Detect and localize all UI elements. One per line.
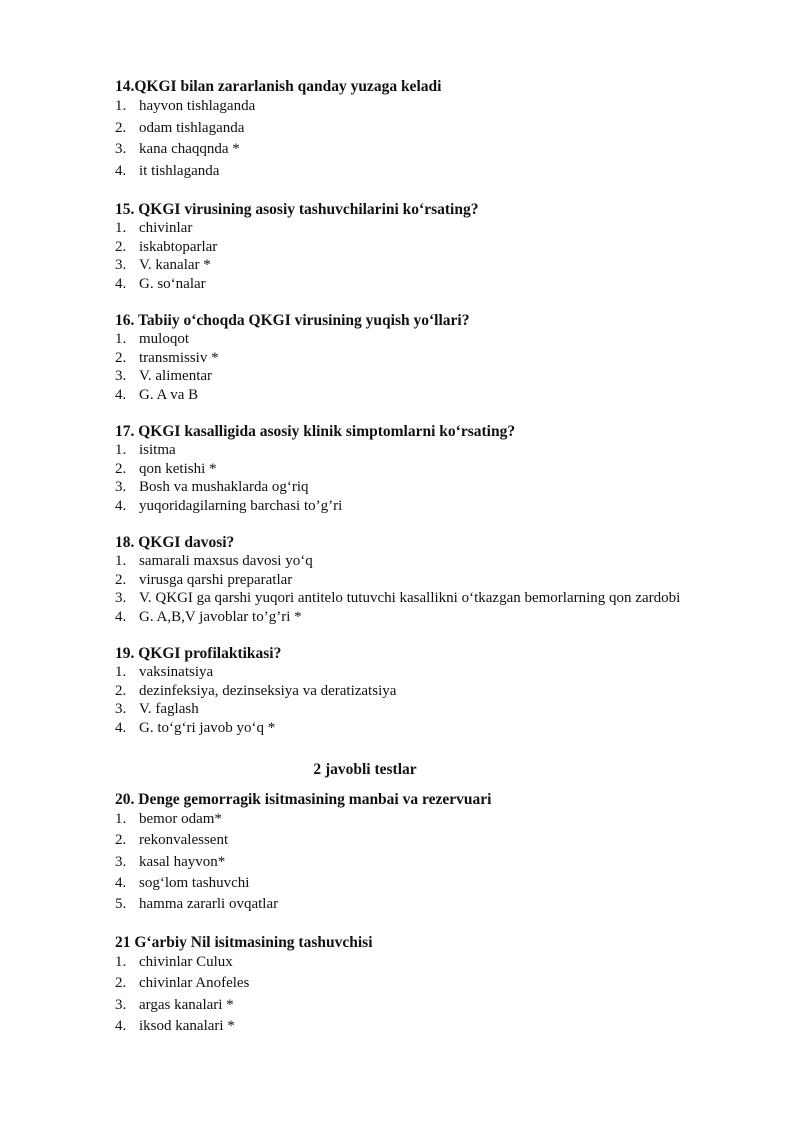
option-text: it tishlaganda bbox=[139, 162, 220, 179]
option-number: 4. bbox=[115, 386, 127, 403]
option-text: odam tishlaganda bbox=[139, 119, 245, 136]
option-number: 3. bbox=[115, 590, 127, 606]
answer-option bbox=[115, 663, 755, 682]
answer-option bbox=[115, 894, 755, 915]
option-number: 1. bbox=[115, 664, 127, 680]
option-text: iskabtoparlar bbox=[139, 238, 218, 255]
option-text: sog‘lom tashuvchi bbox=[139, 874, 250, 891]
option-text: kasal hayvon* bbox=[139, 853, 226, 870]
option-list bbox=[115, 330, 755, 404]
answer-option bbox=[115, 238, 755, 257]
option-text: vaksinatsiya bbox=[139, 664, 214, 680]
question-17 bbox=[115, 422, 755, 515]
option-text: G. to‘g‘ri javob yo‘q * bbox=[139, 719, 276, 736]
answer-option bbox=[115, 682, 755, 701]
option-number: 3. bbox=[115, 368, 127, 384]
option-text: chivinlar Culux bbox=[139, 954, 233, 970]
question-20 bbox=[115, 790, 755, 915]
option-text: argas kanalari * bbox=[139, 996, 234, 1013]
answer-option bbox=[115, 608, 755, 627]
option-number: 3. bbox=[115, 853, 127, 870]
answer-option bbox=[115, 460, 755, 479]
section-heading: 2 javobli testlar bbox=[313, 761, 417, 778]
option-number: 3. bbox=[115, 996, 127, 1013]
answer-option bbox=[115, 589, 755, 608]
option-text: virusga qarshi preparatlar bbox=[139, 571, 293, 588]
question-title: 21 G‘arbiy Nil isitmasining tashuvchisi bbox=[115, 934, 373, 951]
option-number: 3. bbox=[115, 701, 127, 717]
option-list bbox=[115, 96, 755, 182]
option-number: 4. bbox=[115, 1017, 127, 1034]
question-18 bbox=[115, 533, 755, 626]
option-list bbox=[115, 809, 755, 915]
option-text: kana chaqqnda * bbox=[139, 141, 240, 157]
option-text: isitma bbox=[139, 442, 176, 458]
option-text: qon ketishi * bbox=[139, 460, 217, 477]
answer-option bbox=[115, 809, 755, 830]
answer-option bbox=[115, 973, 755, 994]
option-text: samarali maxsus davosi yo‘q bbox=[139, 553, 313, 569]
option-number: 2. bbox=[115, 238, 127, 255]
question-14 bbox=[115, 77, 755, 182]
option-number: 1. bbox=[115, 98, 127, 114]
option-number: 4. bbox=[115, 275, 127, 292]
answer-option bbox=[115, 719, 755, 738]
answer-option bbox=[115, 386, 755, 405]
option-text: G. A va B bbox=[139, 386, 199, 403]
option-text: chivinlar bbox=[139, 220, 193, 236]
option-list bbox=[115, 663, 755, 737]
option-number: 1. bbox=[115, 553, 127, 569]
option-number: 2. bbox=[115, 832, 127, 849]
option-number: 2. bbox=[115, 119, 127, 136]
question-title: 20. Denge gemorragik isitmasining manbai va rezervuari bbox=[115, 791, 492, 808]
option-number: 3. bbox=[115, 257, 127, 273]
answer-option bbox=[115, 349, 755, 368]
option-number: 4. bbox=[115, 874, 127, 891]
option-number: 3. bbox=[115, 141, 127, 157]
option-text: iksod kanalari * bbox=[139, 1017, 235, 1034]
option-text: hayvon tishlaganda bbox=[139, 98, 256, 114]
option-text: V. kanalar * bbox=[139, 257, 211, 273]
option-number: 3. bbox=[115, 479, 127, 495]
option-text: dezinfeksiya, dezinseksiya va deratizatsiya bbox=[139, 682, 397, 699]
option-number: 4. bbox=[115, 608, 127, 625]
option-number: 2. bbox=[115, 460, 127, 477]
option-text: G. A,B,V javoblar to’g’ri * bbox=[139, 608, 302, 625]
question-16 bbox=[115, 311, 755, 404]
answer-option bbox=[115, 275, 755, 294]
option-text: G. so‘nalar bbox=[139, 275, 206, 292]
question-title: 16. Tabiiy o‘choqda QKGI virusining yuqish yo‘llari? bbox=[115, 312, 470, 329]
question-title: 14.QKGI bilan zararlanish qanday yuzaga keladi bbox=[115, 78, 442, 95]
answer-option bbox=[115, 873, 755, 894]
option-text: V. QKGI ga qarshi yuqori antitelo tutuvchi kasallikni o‘tkazgan bemorlarning qon zardobi bbox=[139, 590, 681, 606]
option-number: 1. bbox=[115, 954, 127, 970]
option-number: 1. bbox=[115, 442, 127, 458]
option-number: 2. bbox=[115, 571, 127, 588]
answer-option bbox=[115, 478, 755, 497]
answer-option bbox=[115, 367, 755, 386]
answer-option bbox=[115, 700, 755, 719]
option-text: V. alimentar bbox=[139, 368, 213, 384]
answer-option bbox=[115, 571, 755, 590]
option-number: 4. bbox=[115, 497, 127, 514]
question-title: 15. QKGI virusining asosiy tashuvchilarini ko‘rsating? bbox=[115, 201, 479, 218]
answer-option bbox=[115, 1016, 755, 1037]
answer-option bbox=[115, 497, 755, 516]
option-text: muloqot bbox=[139, 331, 190, 347]
option-text: transmissiv * bbox=[139, 349, 219, 366]
option-list bbox=[115, 952, 755, 1037]
answer-option bbox=[115, 219, 755, 238]
option-number: 4. bbox=[115, 719, 127, 736]
answer-option bbox=[115, 952, 755, 973]
question-15 bbox=[115, 200, 755, 293]
answer-option bbox=[115, 441, 755, 460]
option-number: 1. bbox=[115, 811, 127, 827]
option-text: V. faglash bbox=[139, 701, 199, 717]
question-title: 17. QKGI kasalligida asosiy klinik simptomlarni ko‘rsating? bbox=[115, 423, 516, 440]
option-text: bemor odam* bbox=[139, 811, 222, 827]
answer-option bbox=[115, 552, 755, 571]
answer-option bbox=[115, 852, 755, 873]
option-list bbox=[115, 441, 755, 515]
option-number: 1. bbox=[115, 331, 127, 347]
question-title: 18. QKGI davosi? bbox=[115, 534, 235, 551]
answer-option bbox=[115, 330, 755, 349]
answer-option bbox=[115, 118, 755, 140]
answer-option bbox=[115, 830, 755, 851]
option-number: 5. bbox=[115, 896, 127, 913]
option-list bbox=[115, 552, 755, 626]
question-21 bbox=[115, 933, 755, 1037]
question-19 bbox=[115, 644, 755, 737]
option-text: yuqoridagilarning barchasi to’g’ri bbox=[139, 497, 343, 514]
option-number: 2. bbox=[115, 349, 127, 366]
answer-option bbox=[115, 995, 755, 1016]
option-list bbox=[115, 219, 755, 293]
answer-option bbox=[115, 139, 755, 161]
option-number: 1. bbox=[115, 220, 127, 236]
option-number: 4. bbox=[115, 162, 127, 179]
option-text: chivinlar Anofeles bbox=[139, 975, 250, 992]
answer-option bbox=[115, 256, 755, 275]
option-number: 2. bbox=[115, 975, 127, 992]
question-title: 19. QKGI profilaktikasi? bbox=[115, 645, 282, 662]
answer-option bbox=[115, 96, 755, 118]
option-text: hamma zararli ovqatlar bbox=[139, 896, 279, 913]
option-text: rekonvalessent bbox=[139, 832, 229, 849]
option-number: 2. bbox=[115, 682, 127, 699]
option-text: Bosh va mushaklarda og‘riq bbox=[139, 479, 309, 495]
answer-option bbox=[115, 161, 755, 183]
